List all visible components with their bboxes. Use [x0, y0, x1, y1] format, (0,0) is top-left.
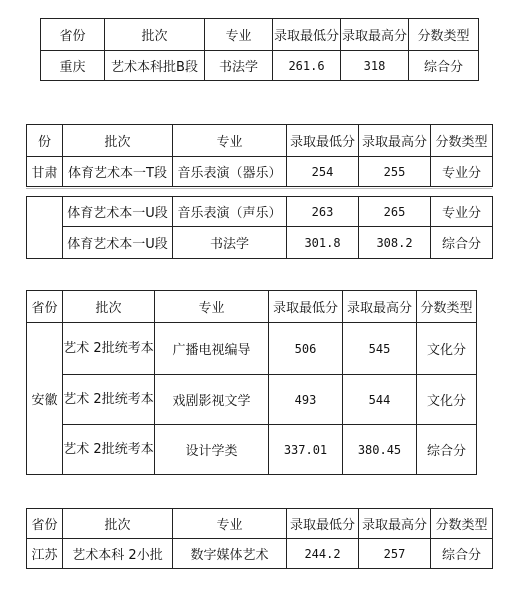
table-jiangsu	[26, 508, 493, 569]
table-row	[27, 539, 493, 569]
header-major: 专业	[205, 19, 273, 51]
cell-max-score: 545	[343, 323, 417, 375]
cell-major: 数字媒体艺术	[173, 539, 287, 569]
header-score-type: 分数类型	[431, 125, 493, 157]
header-min-score: 录取最低分	[287, 509, 359, 539]
header-batch: 批次	[105, 19, 205, 51]
cell-province: 甘肃	[27, 157, 63, 187]
table-row	[27, 425, 477, 475]
cell-max-score: 318	[341, 51, 409, 81]
cell-score-type: 文化分	[417, 323, 477, 375]
cell-min-score: 301.8	[287, 227, 359, 259]
page-separator	[26, 188, 492, 189]
header-score-type: 分数类型	[409, 19, 479, 51]
header-min-score: 录取最低分	[273, 19, 341, 51]
header-major: 专业	[155, 291, 269, 323]
header-score-type: 分数类型	[417, 291, 477, 323]
cell-score-type: 综合分	[417, 425, 477, 475]
cell-min-score: 261.6	[273, 51, 341, 81]
cell-min-score: 254	[287, 157, 359, 187]
cell-score-type: 综合分	[431, 227, 493, 259]
header-min-score: 录取最低分	[269, 291, 343, 323]
cell-max-score: 265	[359, 197, 431, 227]
header-batch: 批次	[63, 125, 173, 157]
header-major: 专业	[173, 509, 287, 539]
header-max-score: 录取最高分	[341, 19, 409, 51]
header-province: 份	[27, 125, 63, 157]
cell-major: 设计学类	[155, 425, 269, 475]
table-chongqing	[40, 18, 479, 81]
header-batch: 批次	[63, 509, 173, 539]
cell-min-score: 244.2	[287, 539, 359, 569]
cell-major: 音乐表演（声乐）	[173, 197, 287, 227]
header-min-score: 录取最低分	[287, 125, 359, 157]
header-province: 省份	[27, 509, 63, 539]
cell-province: 江苏	[27, 539, 63, 569]
cell-province-empty	[27, 197, 63, 259]
cell-major: 书法学	[205, 51, 273, 81]
table-anhui	[26, 290, 477, 475]
header-major: 专业	[173, 125, 287, 157]
cell-score-type: 综合分	[431, 539, 493, 569]
cell-max-score: 308.2	[359, 227, 431, 259]
cell-batch: 体育艺术本一U段	[63, 227, 173, 259]
cell-score-type: 文化分	[417, 375, 477, 425]
header-max-score: 录取最高分	[343, 291, 417, 323]
cell-score-type: 专业分	[431, 157, 493, 187]
cell-batch: 艺术 2批统考本	[63, 323, 155, 375]
table-gansu-continued	[26, 196, 493, 259]
cell-major: 戏剧影视文学	[155, 375, 269, 425]
cell-score-type: 专业分	[431, 197, 493, 227]
cell-major: 音乐表演（器乐）	[173, 157, 287, 187]
header-score-type: 分数类型	[431, 509, 493, 539]
header-province: 省份	[27, 291, 63, 323]
header-province: 省份	[41, 19, 105, 51]
cell-batch: 艺术本科 2小批	[63, 539, 173, 569]
header-batch: 批次	[63, 291, 155, 323]
cell-batch: 艺术本科批B段	[105, 51, 205, 81]
cell-min-score: 493	[269, 375, 343, 425]
table-row	[27, 157, 493, 187]
cell-province: 重庆	[41, 51, 105, 81]
cell-max-score: 257	[359, 539, 431, 569]
cell-batch: 艺术 2批统考本	[63, 375, 155, 425]
table-row	[27, 323, 477, 375]
cell-province: 安徽	[27, 323, 63, 475]
cell-batch: 体育艺术本一T段	[63, 157, 173, 187]
cell-major: 书法学	[173, 227, 287, 259]
cell-min-score: 263	[287, 197, 359, 227]
cell-score-type: 综合分	[409, 51, 479, 81]
table-row	[27, 227, 493, 259]
table-row	[27, 375, 477, 425]
header-max-score: 录取最高分	[359, 125, 431, 157]
cell-min-score: 506	[269, 323, 343, 375]
cell-batch: 艺术 2批统考本	[63, 425, 155, 475]
cell-max-score: 544	[343, 375, 417, 425]
cell-batch: 体育艺术本一U段	[63, 197, 173, 227]
table-row	[41, 51, 479, 81]
cell-min-score: 337.01	[269, 425, 343, 475]
cell-max-score: 380.45	[343, 425, 417, 475]
cell-major: 广播电视编导	[155, 323, 269, 375]
header-max-score: 录取最高分	[359, 509, 431, 539]
table-row	[27, 197, 493, 227]
table-gansu	[26, 124, 493, 187]
cell-max-score: 255	[359, 157, 431, 187]
